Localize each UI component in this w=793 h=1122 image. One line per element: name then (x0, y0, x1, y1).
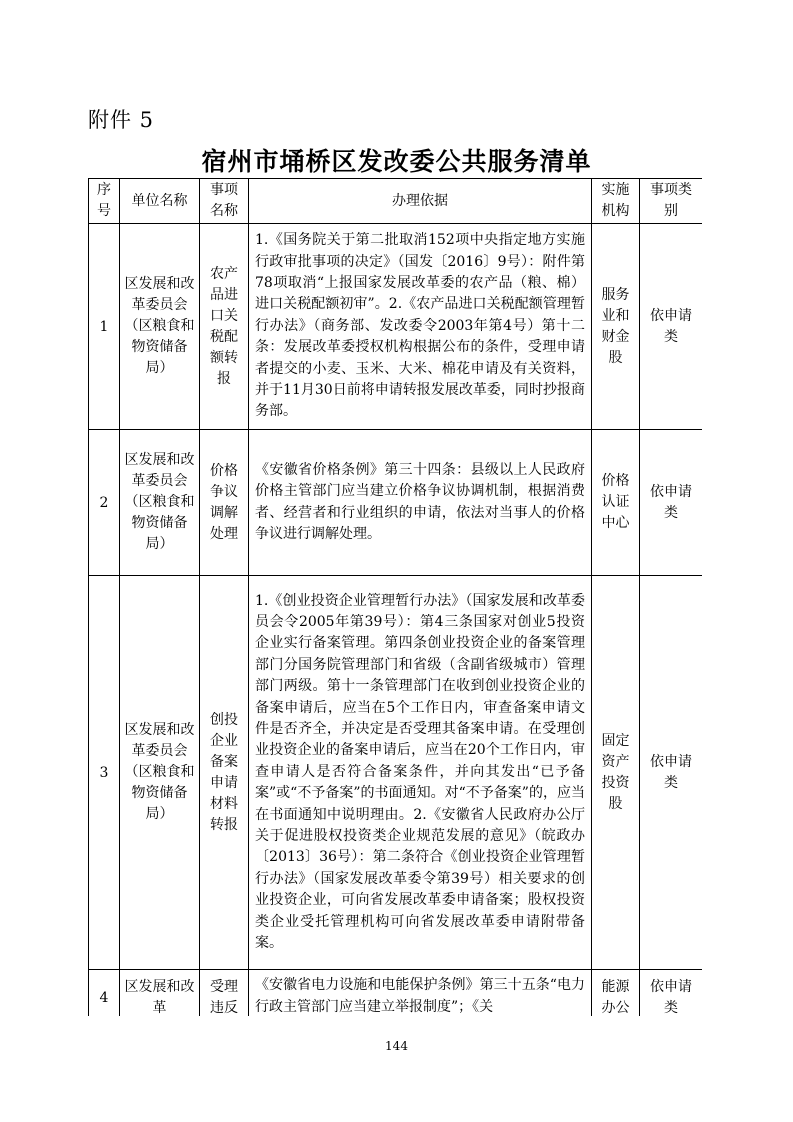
row-basis: 1.《国务院关于第二批取消152项中央指定地方实施行政审批事项的决定》（国发〔2016〕9号）：附件第78项取消“上报国家发展改革委的农产品（粮、棉）进口关税配额初审”。2.《农产品进口关税配额管理暂行办法》（商务部、发改委令2003年第4号）第十二条：发展改革委授权机构根据公布的条件，受理申请者提交的小麦、玉米、大米、棉花申请及有关资料，并于11月30日前将申请转报发展改革委，同时抄报商务部。 (249, 224, 592, 430)
page-title: 宿州市埇桥区发改委公共服务清单 (201, 147, 592, 176)
row-type: 依申请类 (640, 576, 703, 970)
row-no: 1 (89, 224, 120, 430)
header-unit: 单位名称 (120, 179, 200, 224)
table-row (89, 224, 703, 430)
row-unit: 区发展和改革委员会（区粮食和物资储备局） (120, 430, 200, 576)
row-no: 2 (89, 430, 120, 576)
row-type: 依申请类 (640, 430, 703, 576)
row-org: 价格认证中心 (592, 430, 640, 576)
row-item: 受理违反 (200, 970, 249, 1017)
header-item: 事项名称 (200, 179, 249, 224)
header-org: 实施机构 (592, 179, 640, 224)
row-type: 依申请类 (640, 970, 703, 1017)
row-item: 创投企业备案申请材料转报 (200, 576, 249, 970)
page-number: 144 (385, 1039, 408, 1053)
row-org: 能源办公 (592, 970, 640, 1017)
row-basis: 《安徽省价格条例》第三十四条：县级以上人民政府价格主管部门应当建立价格争议协调机制，根据消费者、经营者和行业组织的申请，依法对当事人的价格争议进行调解处理。 (249, 430, 592, 576)
row-no: 3 (89, 576, 120, 970)
row-basis: 1.《创业投资企业管理暂行办法》（国家发展和改革委员会令2005年第39号）：第4三条国家对创业5投资企业实行备案管理。第四条创业投资企业的备案管理部门分国务院管理部门和省级（含副省级城市）管理部门两级。第十一条管理部门在收到创业投资企业的备案申请后，应当在5个工作日内，审查备案申请文件是否齐全，并决定是否受理其备案申请。在受理创业投资企业的备案申请后，应当在20个工作日内，审查申请人是否符合备案条件，并向其发出“已予备案”或“不予备案”的书面通知。对“不予备案”的，应当在书面通知中说明理由。2.《安徽省人民政府办公厅关于促进股权投资类企业规范发展的意见》（皖政办〔2013〕36号）：第二条符合《创业投资企业管理暂行办法》（国家发展改革委令第39号）相关要求的创业投资企业，可向省发展改革委申请备案；股权投资类企业受托管理机构可向省发展改革委申请附带备案。 (249, 576, 592, 970)
row-unit: 区发展和改革 (120, 970, 200, 1017)
row-unit: 区发展和改革委员会（区粮食和物资储备局） (120, 224, 200, 430)
table-header-row (89, 179, 703, 224)
row-no: 4 (89, 970, 120, 1017)
table-row (89, 430, 703, 576)
row-item: 农产品进口关税配额转报 (200, 224, 249, 430)
row-org: 固定资产投资股 (592, 576, 640, 970)
row-basis: 《安徽省电力设施和电能保护条例》第三十五条“电力行政主管部门应当建立举报制度”；《关 (249, 970, 592, 1017)
row-type: 依申请类 (640, 224, 703, 430)
header-type: 事项类别 (640, 179, 703, 224)
service-list-table (88, 178, 702, 1016)
row-org: 服务业和财金股 (592, 224, 640, 430)
row-unit: 区发展和改革委员会（区粮食和物资储备局） (120, 576, 200, 970)
header-basis: 办理依据 (249, 179, 592, 224)
table-row (89, 970, 703, 1017)
row-item: 价格争议调解处理 (200, 430, 249, 576)
attachment-label: 附件 5 (88, 108, 155, 132)
header-no: 序号 (89, 179, 120, 224)
table-row (89, 576, 703, 970)
